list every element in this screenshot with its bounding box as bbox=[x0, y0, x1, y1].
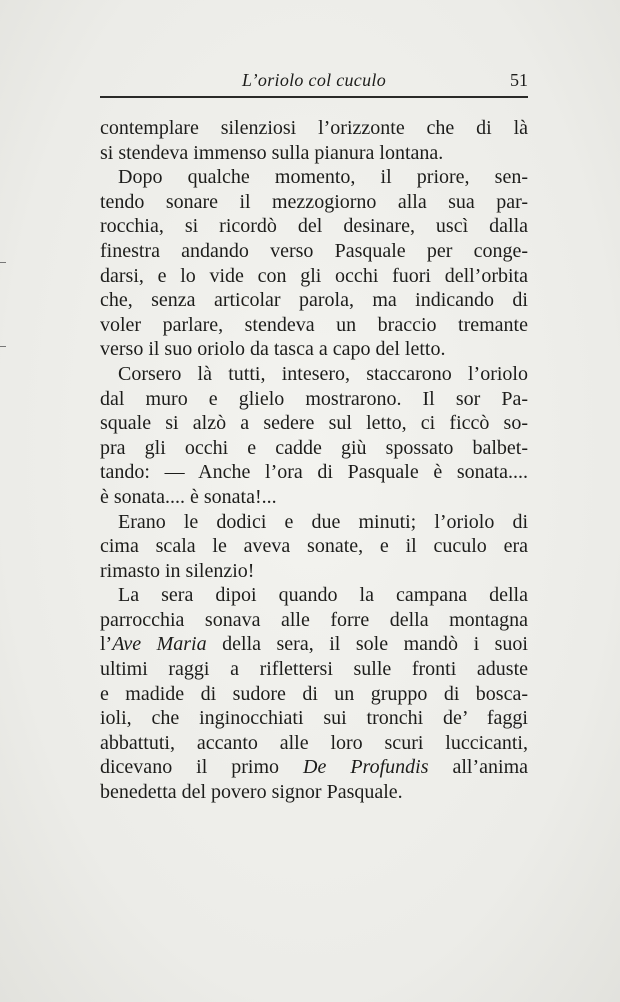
text-line bbox=[100, 731, 528, 756]
text-segment: e madide di sudore di un gruppo di bosca- bbox=[100, 682, 528, 705]
running-title: L’oriolo col cuculo bbox=[241, 70, 386, 90]
page-number: 51 bbox=[510, 70, 528, 90]
text-line bbox=[100, 288, 528, 313]
italic-phrase: De Profundis bbox=[303, 756, 429, 779]
text-segment: voler parlare, stendeva un braccio tremante bbox=[100, 313, 528, 336]
text-line bbox=[100, 387, 528, 412]
text-segment: contemplare silenziosi l’orizzonte che di là bbox=[100, 117, 528, 139]
text-line bbox=[100, 239, 528, 264]
text-line bbox=[100, 313, 528, 338]
text-segment: l’ bbox=[100, 633, 113, 656]
body-text bbox=[100, 116, 528, 805]
text-line bbox=[100, 214, 528, 239]
text-line bbox=[100, 755, 528, 780]
text-line bbox=[100, 264, 528, 289]
text-segment: dal muro e glielo mostrarono. Il sor Pa- bbox=[100, 387, 528, 410]
text-line bbox=[100, 657, 528, 682]
text-segment: tando: — Anche l’ora di Pasquale è sonata.... bbox=[100, 461, 528, 484]
text-line bbox=[100, 116, 528, 141]
text-line bbox=[100, 337, 528, 362]
text-line bbox=[100, 436, 528, 461]
text-segment: Erano le dodici e due minuti; l’oriolo di bbox=[118, 510, 528, 533]
text-line bbox=[100, 460, 528, 485]
text-segment: darsi, e lo vide con gli occhi fuori dell’orbita bbox=[100, 264, 528, 287]
text-line bbox=[100, 583, 528, 608]
text-line bbox=[100, 362, 528, 387]
text-segment: abbattuti, accanto alle loro scuri luccicanti, bbox=[100, 731, 528, 754]
text-segment: dicevano il primo bbox=[100, 756, 304, 779]
text-segment: della sera, il sole mandò i suoi bbox=[206, 633, 528, 656]
text-segment: che, senza articolar parola, ma indicando di bbox=[100, 289, 528, 312]
italic-phrase: Ave Maria bbox=[112, 633, 207, 656]
text-line bbox=[100, 682, 528, 707]
text-segment: rocchia, si ricordò del desinare, uscì dalla bbox=[100, 215, 528, 238]
text-segment: Dopo qualche momento, il priore, sen- bbox=[118, 166, 528, 189]
text-segment: finestra andando verso Pasquale per conge- bbox=[100, 239, 528, 262]
text-segment: è sonata.... è sonata!... bbox=[100, 485, 277, 508]
text-line bbox=[100, 559, 528, 584]
text-line bbox=[100, 141, 528, 166]
text-segment: all’anima bbox=[428, 756, 528, 779]
text-line bbox=[100, 632, 528, 657]
text-segment: Corsero là tutti, intesero, staccarono l’oriolo bbox=[118, 362, 528, 385]
text-segment: tendo sonare il mezzogiorno alla sua par- bbox=[100, 190, 528, 213]
text-line bbox=[100, 534, 528, 559]
text-segment: benedetta del povero signor Pasquale. bbox=[100, 781, 403, 804]
margin-mark bbox=[0, 262, 6, 263]
text-line bbox=[100, 485, 528, 510]
text-segment: si stendeva immenso sulla pianura lontana. bbox=[100, 141, 444, 164]
page-header bbox=[100, 66, 528, 96]
margin-mark bbox=[0, 346, 6, 347]
text-line bbox=[100, 510, 528, 535]
text-line bbox=[100, 190, 528, 215]
text-segment: rimasto in silenzio! bbox=[100, 559, 255, 582]
text-segment: pra gli occhi e cadde giù spossato balbet- bbox=[100, 436, 528, 459]
text-line bbox=[100, 780, 528, 805]
text-segment: La sera dipoi quando la campana della bbox=[118, 584, 528, 607]
text-segment: cima scala le aveva sonate, e il cuculo era bbox=[100, 535, 528, 558]
text-line bbox=[100, 165, 528, 190]
text-line bbox=[100, 706, 528, 731]
header-rule bbox=[100, 96, 528, 98]
text-segment: parrocchia sonava alle forre della montagna bbox=[100, 608, 528, 631]
text-line bbox=[100, 411, 528, 436]
text-line bbox=[100, 608, 528, 633]
text-segment: ultimi raggi a riflettersi sulle fronti aduste bbox=[100, 658, 528, 681]
text-segment: verso il suo oriolo da tasca a capo del letto. bbox=[100, 338, 446, 361]
text-segment: ioli, che inginocchiati sui tronchi de’ faggi bbox=[100, 707, 528, 730]
text-segment: squale si alzò a sedere sul letto, ci ficcò so- bbox=[100, 412, 528, 435]
